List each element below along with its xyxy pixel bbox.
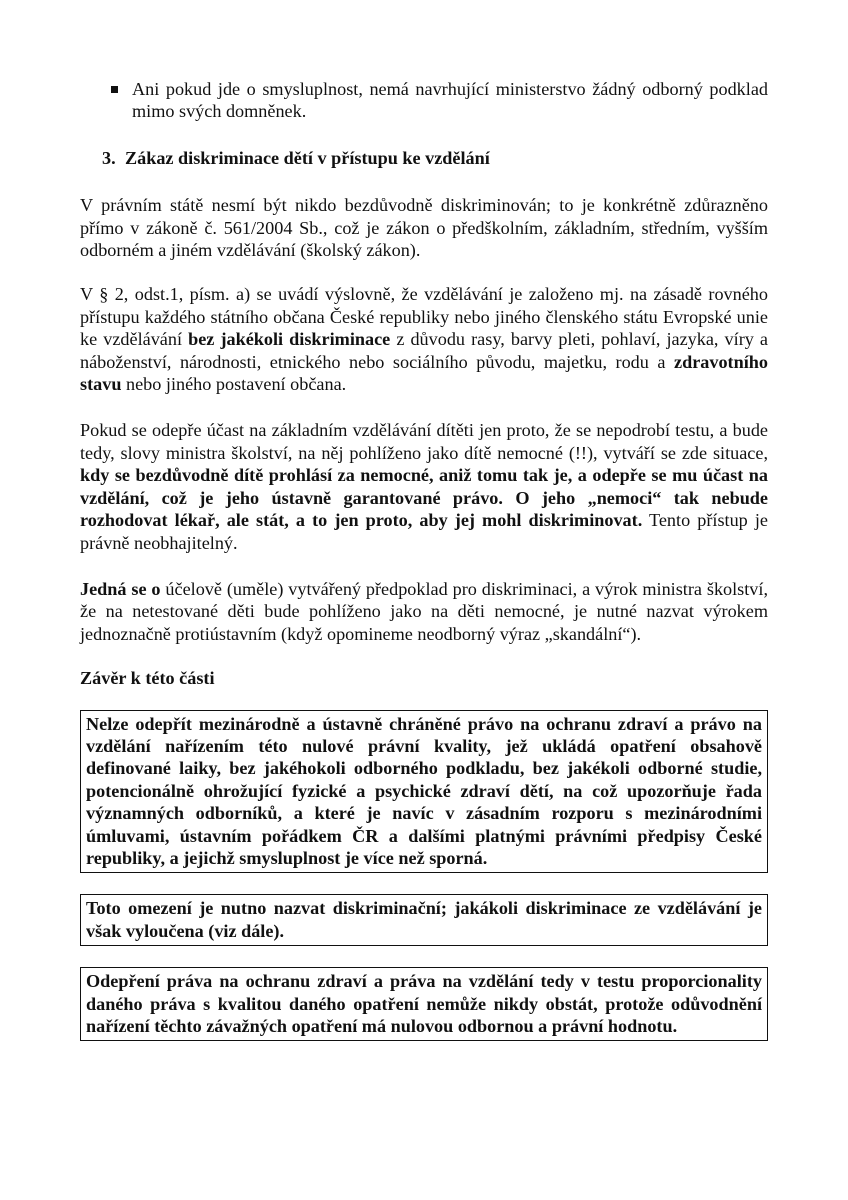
paragraph-2-bold-2: zdravotního stavu	[80, 351, 768, 395]
paragraph-3-bold-1: kdy se bezdůvodně dítě prohlásí za nemocné, aniž tomu tak je, a odepře se mu účast na vzdělání, což je jeho ústavně garantované právo. O jeho „nemoci“ tak nebude rozhodovat lékař, ale stát, a to jen proto, aby jej mohl diskriminovat.	[80, 465, 768, 531]
paragraph-3	[80, 419, 768, 553]
paragraph-2-text-1: V § 2, odst.1, písm. a) se uvádí výslovně, že vzdělávání je založeno mj. na zásadě rovného přístupu každého státního občana České republiky nebo jiného členského státu Evropské unie ke vzdělávání	[80, 284, 768, 350]
paragraph-2-bold-1: bez jakékoli diskriminace	[188, 329, 391, 350]
conclusion-title: Závěr k této části	[80, 668, 215, 689]
paragraph-4-bold-1: Jedná se o	[80, 578, 161, 599]
bullet-item	[80, 78, 768, 123]
paragraph-2-text-3: nebo jiného postavení občana.	[121, 374, 347, 395]
paragraph-2-text-2: z důvodu rasy, barvy pleti, pohlaví, jazyka, víry a náboženství, národnosti, etnického nebo sociálního původu, majetku, rodu a	[80, 329, 769, 372]
paragraph-1: V právním státě nesmí být nikdo bezdůvodně diskriminován; to je konkrétně zdůrazněno přímo v zákoně č. 561/2004 Sb., což je zákon o předškolním, základním, středním, vyšším odborném a jiném vzdělávání (školský zákon).	[80, 195, 768, 261]
paragraph-4	[80, 578, 768, 645]
square-bullet-icon	[111, 86, 118, 93]
paragraph-2	[80, 283, 768, 395]
section-title: Zákaz diskriminace dětí v přístupu ke vzdělání	[125, 147, 490, 168]
conclusion-box-1: Nelze odepřít mezinárodně a ústavně chráněné právo na ochranu zdraví a právo na vzdělání nařízením této nulové právní kvality, jež ukládá opatření obsahově definované laiky, bez jakéhokoli odborného podkladu, bez jakékoli odborné studie, potencionálně ohrožující fyzické a psychické zdraví dětí, na což upozorňuje řada významných odborníků, a které je navíc v zásadním rozporu s mezinárodními úmluvami, ústavním pořádkem ČR a dalšími platnými právními předpisy České republiky, a jejichž smysluplnost je více než sporná.	[80, 710, 768, 874]
conclusion-box-3: Odepření práva na ochranu zdraví a práva na vzdělání tedy v testu proporcionality daného práva s kvalitou daného opatření nemůže nikdy obstát, protože odůvodnění nařízení těchto závažných opatření má nulovou odbornou a právní hodnotu.	[80, 967, 768, 1041]
paragraph-3-text-1: Pokud se odepře účast na základním vzdělávání dítěti jen proto, že se nepodrobí testu, a bude tedy, slovy ministra školství, na něj pohlíženo jako dítě nemocné (!!), vytváří se zde situace,	[80, 420, 768, 463]
section-heading	[102, 147, 768, 169]
conclusion-box-2: Toto omezení je nutno nazvat diskriminační; jakákoli diskriminace ze vzdělávání je však vyloučena (viz dále).	[80, 894, 768, 946]
paragraph-3-text-2: Tento přístup je právně neobhajitelný.	[80, 510, 768, 553]
section-number: 3.	[102, 147, 116, 168]
paragraph-4-text-1: účelově (uměle) vytvářený předpoklad pro diskriminaci, a výrok ministra školství, že na netestované děti bude pohlíženo jako na děti nemocné, je nutné nazvat výrokem jednoznačně protiústavním (když opomineme neodborný výraz „skandální“).	[80, 578, 769, 644]
bullet-text: Ani pokud jde o smysluplnost, nemá navrhující ministerstvo žádný odborný podklad mimo svých domněnek.	[132, 79, 768, 122]
